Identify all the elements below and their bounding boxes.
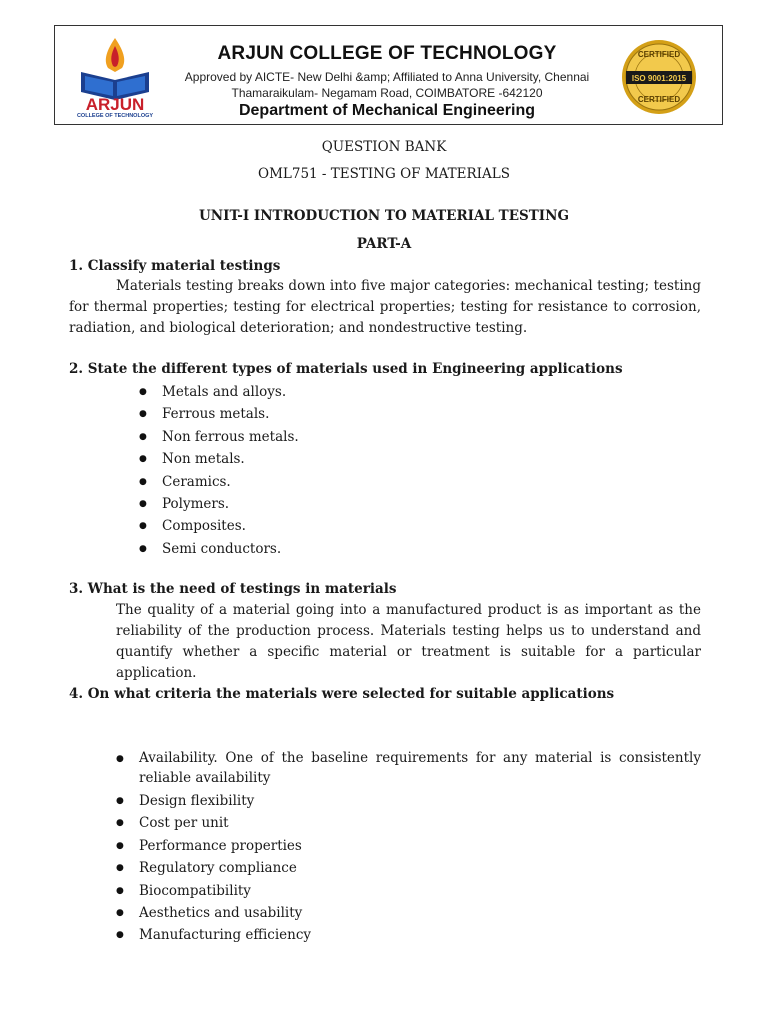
college-name: ARJUN COLLEGE OF TECHNOLOGY bbox=[217, 43, 557, 64]
question-heading: 4. On what criteria the materials were selected for suitable applications bbox=[69, 686, 615, 702]
list-item: ● Regulatory compliance bbox=[139, 857, 701, 879]
list-item: ● Ceramics. bbox=[162, 471, 299, 493]
answer-text: The quality of a material going into a manufactured product is as important as the reliability of the production process. Materials testing helps us to understand and quantify whether a specific material or treatment is suitable for a particular application. bbox=[116, 602, 701, 681]
list-item: ● Design flexibility bbox=[139, 790, 701, 812]
question-heading: 3. What is the need of testings in materials bbox=[69, 581, 397, 597]
list-item: ● Composites. bbox=[162, 515, 299, 537]
svg-text:ISO 9001:2015: ISO 9001:2015 bbox=[631, 74, 687, 83]
unit-title: UNIT-I INTRODUCTION TO MATERIAL TESTING bbox=[199, 208, 569, 224]
list-item: ● Manufacturing efficiency bbox=[139, 924, 701, 946]
college-logo-icon bbox=[77, 36, 153, 118]
department-name: Department of Mechanical Engineering bbox=[238, 102, 536, 119]
list-item: ● Cost per unit bbox=[139, 812, 701, 834]
svg-text:CERTIFIED: CERTIFIED bbox=[637, 95, 681, 104]
answer-text: Materials testing breaks down into five major categories: mechanical testing; testing for thermal properties; testing for electrical properties; testing for resistance to corrosion, radiation, and biological deterioration; and nondestructive testing. bbox=[69, 278, 701, 336]
doc-title: QUESTION BANK bbox=[321, 139, 447, 155]
question-heading: 1. Classify material testings bbox=[69, 258, 281, 274]
svg-text:ARJUN: ARJUN bbox=[85, 95, 145, 114]
materials-list bbox=[162, 381, 299, 560]
part-title: PART-A bbox=[356, 236, 412, 252]
approval-line: Approved by AICTE- New Delhi &amp; Affiliated to Anna University, Chennai bbox=[184, 70, 590, 84]
list-item: ● Availability. One of the baseline requirements for any material is consistently reliable availability bbox=[139, 748, 701, 790]
iso-seal-icon bbox=[621, 39, 697, 115]
list-item: ● Non ferrous metals. bbox=[162, 426, 299, 448]
svg-text:COLLEGE OF TECHNOLOGY: COLLEGE OF TECHNOLOGY bbox=[77, 113, 153, 118]
course-title: OML751 - TESTING OF MATERIALS bbox=[258, 166, 510, 182]
list-item: ● Metals and alloys. bbox=[162, 381, 299, 403]
criteria-list bbox=[139, 748, 701, 947]
list-item: ● Non metals. bbox=[162, 448, 299, 470]
list-item: ● Performance properties bbox=[139, 835, 701, 857]
svg-text:CERTIFIED: CERTIFIED bbox=[637, 50, 681, 59]
address-line: Thamaraikulam- Negamam Road, COIMBATORE -642120 bbox=[231, 86, 543, 100]
list-item: ● Biocompatibility bbox=[139, 880, 701, 902]
document-header bbox=[54, 25, 723, 125]
list-item: ● Semi conductors. bbox=[162, 538, 299, 560]
list-item: ● Polymers. bbox=[162, 493, 299, 515]
list-item: ● Ferrous metals. bbox=[162, 403, 299, 425]
list-item: ● Aesthetics and usability bbox=[139, 902, 701, 924]
question-heading: 2. State the different types of materials used in Engineering applications bbox=[69, 361, 623, 377]
